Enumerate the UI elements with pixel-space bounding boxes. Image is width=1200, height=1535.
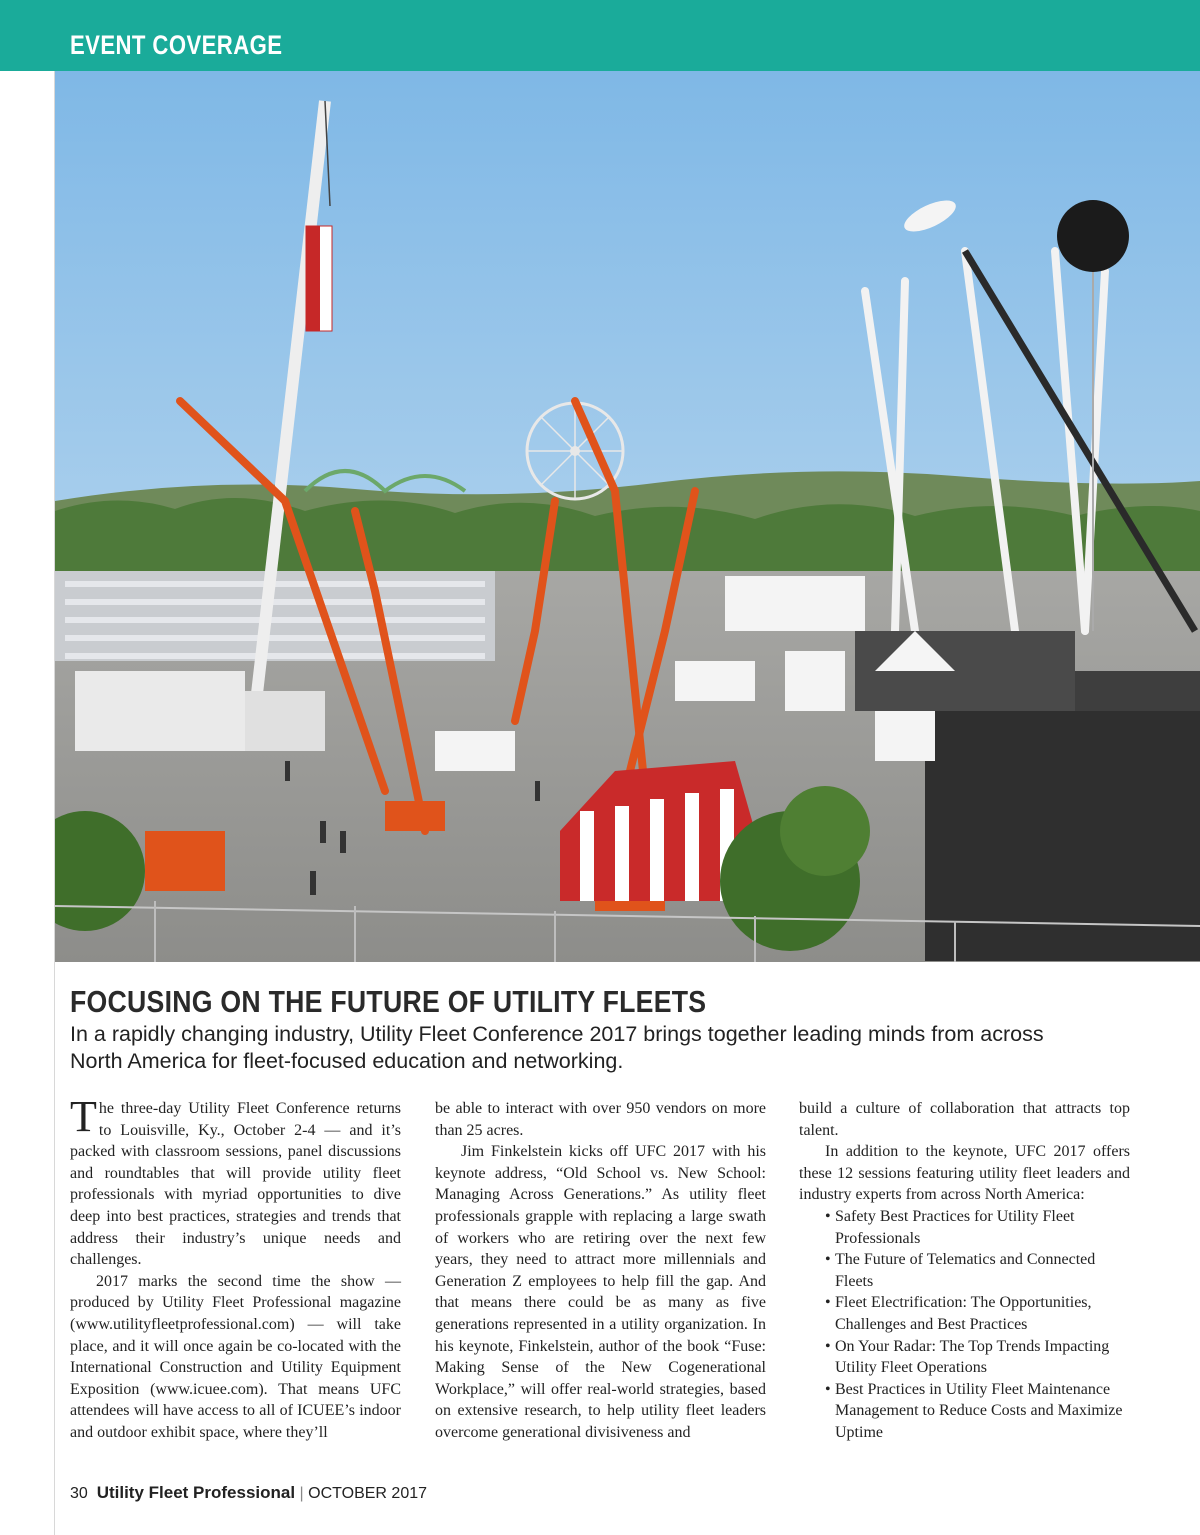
trade-show-photo	[55, 71, 1200, 962]
session-item: • On Your Radar: The Top Trends Impacting Utility Fleet Operations	[825, 1336, 1130, 1379]
article-column-2	[435, 1098, 766, 1444]
section-label: EVENT COVERAGE	[70, 30, 283, 60]
page-footer	[70, 1483, 427, 1503]
session-item: • Best Practices in Utility Fleet Maintenance Management to Reduce Costs and Maximize Uptime	[825, 1379, 1130, 1444]
issue-date: OCTOBER 2017	[308, 1485, 428, 1502]
article-headline: FOCUSING ON THE FUTURE OF UTILITY FLEETS	[70, 984, 707, 1019]
paragraph	[70, 1092, 401, 1271]
session-item: • The Future of Telematics and Connected Fleets	[825, 1249, 1130, 1292]
paragraph: Jim Finkelstein kicks off UFC 2017 with his keynote address, “Old School vs. New School: Managing Across Generations.” As utility fleet professionals grapple with replacing a large swath of workers who are retiring over the next few years, they need to attract more millennials and Generation Z employees to help fill the gap. And that means there could be as many as five generations represented in a utility organization. In his keynote, Finkelstein, author of the book “Fuse: Making Sense of the New Cogenerational Workplace,” will offer real-world strategies, based on extensive research, to help utility fleet leaders overcome generational divisiveness and	[435, 1143, 766, 1441]
session-item: • Safety Best Practices for Utility Fleet Professionals	[825, 1206, 1130, 1249]
page-number: 30	[70, 1485, 88, 1502]
paragraph-text: he three-day Utility Fleet Conference returns to Louisville, Ky., October 2-4 — and it’s packed with classroom sessions, panel discussions and roundtables that will provide utility fleet professionals with myriad opportunities to dive deep into best practices, strategies and trends that address their industry’s unique needs and challenges.	[70, 1100, 401, 1269]
footer-separator: |	[299, 1485, 304, 1502]
paragraph: build a culture of collaboration that attracts top talent.	[799, 1100, 1130, 1139]
article-column-1	[70, 1092, 401, 1444]
paragraph: In addition to the keynote, UFC 2017 offers these 12 sessions featuring utility fleet leaders and industry experts from across North America:	[799, 1143, 1130, 1204]
paragraph: be able to interact with over 950 vendors on more than 25 acres.	[435, 1100, 766, 1139]
article-deck: In a rapidly changing industry, Utility Fleet Conference 2017 brings together leading minds from across North America for fleet-focused education and networking.	[70, 1022, 1044, 1073]
article-column-3	[799, 1098, 1130, 1444]
page-margin-rule	[0, 0, 55, 1535]
publication-name: Utility Fleet Professional	[96, 1483, 296, 1502]
session-item: • Fleet Electrification: The Opportunities, Challenges and Best Practices	[825, 1292, 1130, 1335]
drop-cap: T	[70, 1092, 97, 1141]
paragraph: 2017 marks the second time the show — produced by Utility Fleet Professional magazine (www.utilityfleetprofessional.com) — will take place, and it will once again be co-located with the International Construction and Utility Equipment Exposition (www.icuee.com). That means UFC attendees will have access to all of ICUEE’s indoor and outdoor exhibit space, where they’ll	[70, 1272, 401, 1441]
session-list	[799, 1206, 1130, 1444]
section-header-bar	[0, 0, 1200, 71]
